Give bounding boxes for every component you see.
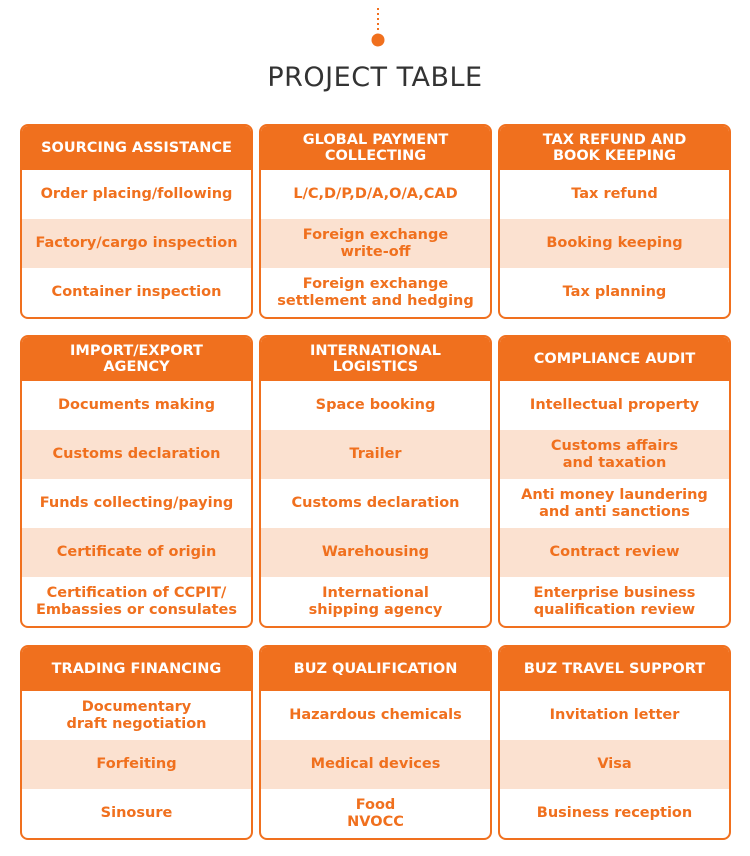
project-card xyxy=(498,124,731,319)
project-card xyxy=(20,335,253,628)
card-item: Tax planning xyxy=(562,284,667,300)
card-item: Documents making xyxy=(57,397,215,413)
card-title: SOURCING ASSISTANCE xyxy=(22,126,251,170)
card-item: Business reception xyxy=(536,805,693,821)
card-item: Visa xyxy=(500,740,729,789)
project-card xyxy=(259,645,492,840)
project-card xyxy=(20,124,253,319)
card-item: Contract review xyxy=(500,528,729,577)
card-item: Factory/cargo inspection xyxy=(22,219,251,268)
card-title: INTERNATIONAL LOGISTICS xyxy=(261,337,490,381)
card-item: Hazardous chemicals xyxy=(289,707,462,723)
card-item: Intellectual property xyxy=(529,397,700,413)
card-item: Certificate of origin xyxy=(22,528,251,577)
card-item: Anti money laundering and anti sanctions xyxy=(521,486,708,520)
project-card xyxy=(498,335,731,628)
card-title: TAX REFUND AND BOOK KEEPING xyxy=(500,126,729,170)
card-item: Booking keeping xyxy=(500,219,729,268)
card-item: Forfeiting xyxy=(22,740,251,789)
card-item: L/C,D/P,D/A,O/A,CAD xyxy=(293,186,458,202)
card-title: BUZ TRAVEL SUPPORT xyxy=(500,647,729,691)
card-item: Medical devices xyxy=(261,740,490,789)
project-card xyxy=(259,124,492,319)
card-item: Foreign exchange write-off xyxy=(261,219,490,268)
card-item: Foreign exchange settlement and hedging xyxy=(277,275,474,309)
card-item: Certification of CCPIT/ Embassies or consulates xyxy=(35,584,238,618)
card-item: Customs declaration xyxy=(22,430,251,479)
page-title: PROJECT TABLE xyxy=(267,62,483,93)
card-item: International shipping agency xyxy=(308,584,443,618)
project-card xyxy=(259,335,492,628)
card-title: TRADING FINANCING xyxy=(22,647,251,691)
card-item: Customs affairs and taxation xyxy=(500,430,729,479)
card-item: Order placing/following xyxy=(40,186,233,202)
card-item: Space booking xyxy=(315,397,436,413)
card-item: Trailer xyxy=(261,430,490,479)
card-item: Tax refund xyxy=(571,186,658,202)
card-item: Invitation letter xyxy=(549,707,680,723)
card-title: BUZ QUALIFICATION xyxy=(261,647,490,691)
card-item: Food NVOCC xyxy=(347,796,404,830)
card-item: Customs declaration xyxy=(291,495,460,511)
card-item: Container inspection xyxy=(51,284,222,300)
header-dot-icon xyxy=(372,34,385,47)
card-title: IMPORT/EXPORT AGENCY xyxy=(22,337,251,381)
card-item: Sinosure xyxy=(100,805,173,821)
card-title: GLOBAL PAYMENT COLLECTING xyxy=(261,126,490,170)
card-item: Enterprise business qualification review xyxy=(533,584,696,618)
project-card xyxy=(498,645,731,840)
project-card xyxy=(20,645,253,840)
card-title: COMPLIANCE AUDIT xyxy=(500,337,729,381)
card-item: Documentary draft negotiation xyxy=(66,698,207,732)
card-item: Warehousing xyxy=(261,528,490,577)
card-item: Funds collecting/paying xyxy=(39,495,234,511)
header-decoration xyxy=(0,0,750,60)
